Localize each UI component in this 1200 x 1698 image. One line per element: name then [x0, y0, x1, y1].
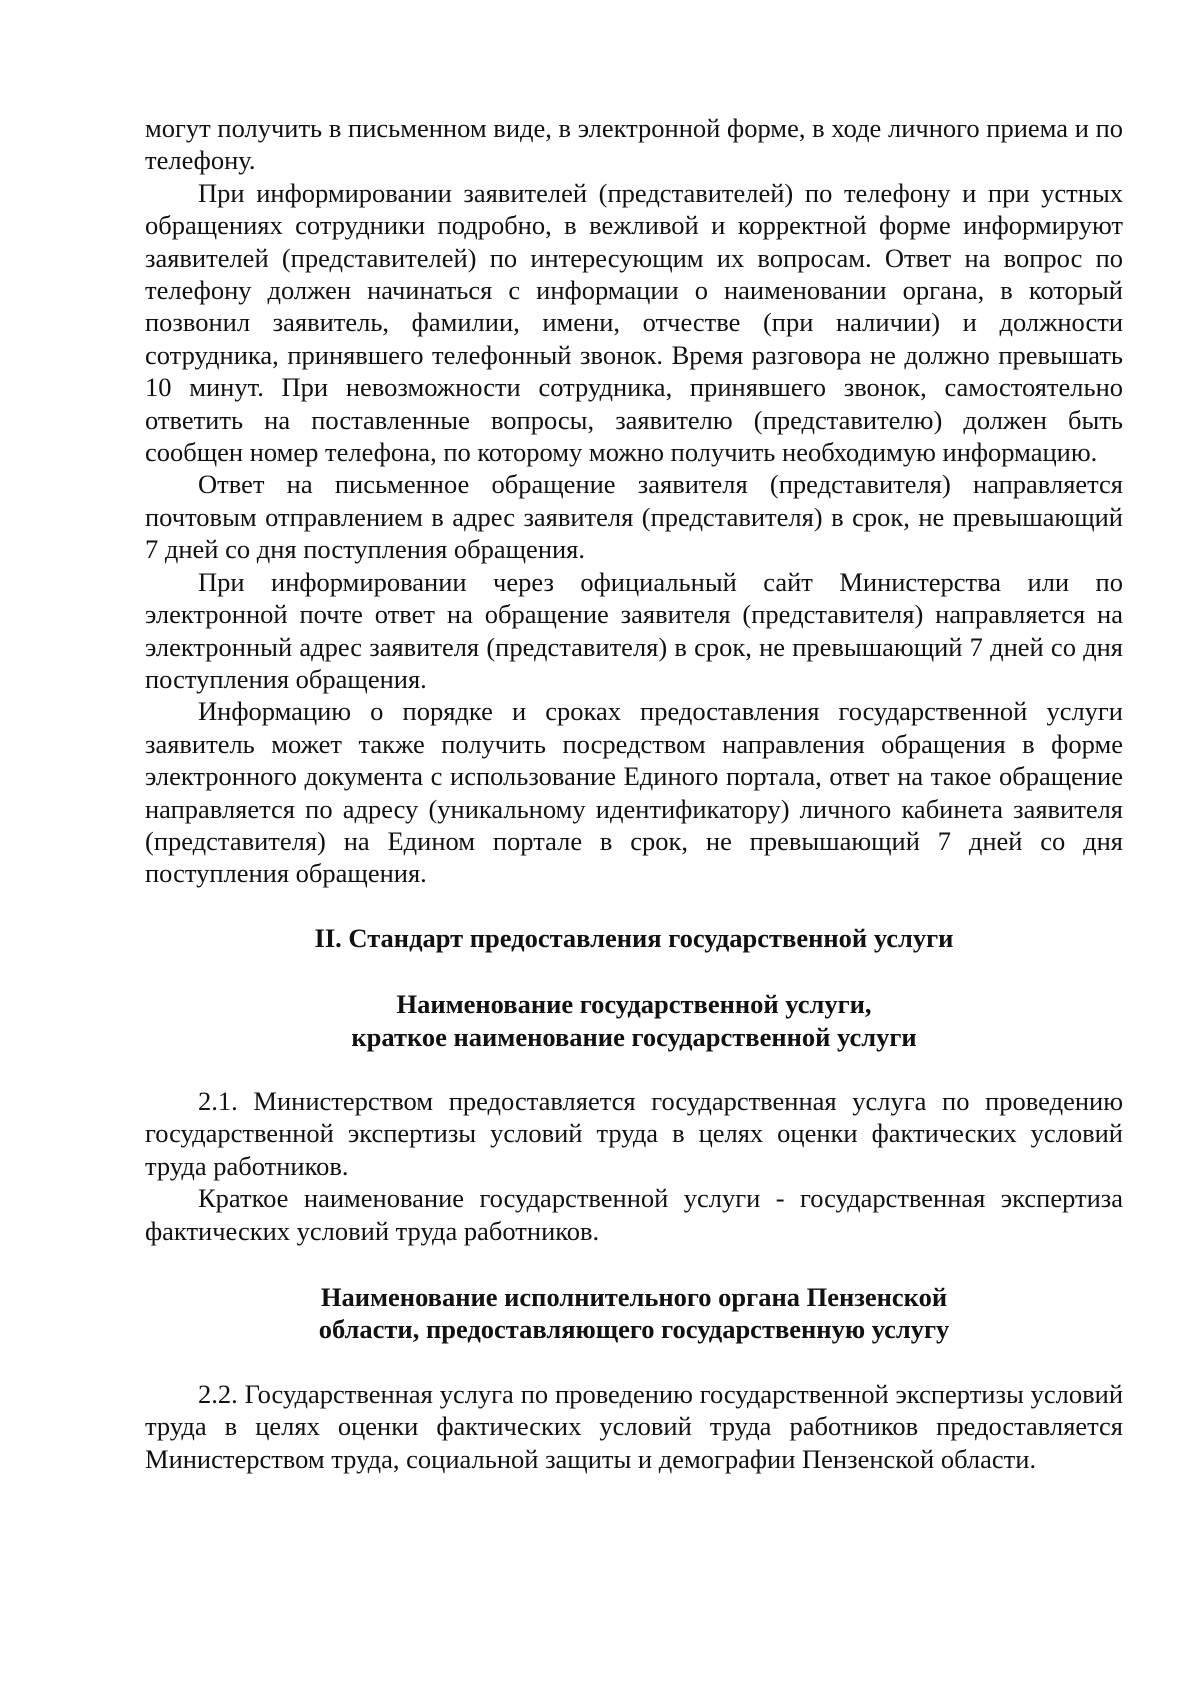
- subsection-title-line: области, предоставляющего государственную услугу: [318, 1314, 950, 1345]
- paragraph: 2.2. Государственная услуга по проведению государственной экспертизы условий труда в целях оценки фактических условий труда работников предоставляется Министерством труда, социальной защиты и демографии Пензенской области.: [145, 1378, 1123, 1474]
- paragraph: могут получить в письменном виде, в электронной форме, в ходе личного приема и по телефону.: [145, 113, 1123, 176]
- spacer: [145, 1247, 1123, 1281]
- section-title: II. Стандарт предоставления государственной услуги: [314, 922, 954, 953]
- paragraph: Краткое наименование государственной услуги - государственная экспертиза фактических условий труда работников.: [145, 1183, 1123, 1246]
- paragraph: Информацию о порядке и сроках предоставления государственной услуги заявитель может также получить посредством направления обращения в форме электронного документа с использование Единого портала, ответ на такое обращение направляется по адресу (уникальному идентификатору) личного кабинета заявителя (представителя) на Едином портале в срок, не превышающий 7 дней со дня поступления обращения.: [145, 696, 1123, 889]
- subsection-title: [145, 1281, 1123, 1346]
- spacer: [145, 1346, 1123, 1378]
- subsection-title-line: Наименование исполнительного органа Пензенской: [320, 1282, 948, 1312]
- document-page: [145, 112, 1123, 1475]
- paragraph: 2.1. Министерством предоставляется государственная услуга по проведению государственной экспертизы условий труда в целях оценки фактических условий труда работников.: [145, 1085, 1123, 1181]
- paragraph: При информировании заявителей (представителей) по телефону и при устных обращениях сотрудники подробно, в вежливой и корректной форме информируют заявителей (представителей) по интересующим их вопросам. Ответ на вопрос по телефону должен начинаться с информации о наименовании органа, в который позвонил заявитель, фамилии, имени, отчестве (при наличии) и должности сотрудника, принявшего телефонный звонок. Время разговора не должно превышать 10 минут. При невозможности сотрудника, принявшего звонок, самостоятельно ответить на поставленные вопросы, заявителю (представителю) должен быть сообщен номер телефона, по которому можно получить необходимую информацию.: [145, 177, 1123, 468]
- subsection-title-line: краткое наименование государственной услуги: [351, 1021, 917, 1052]
- subsection-title-line: Наименование государственной услуги,: [396, 989, 872, 1020]
- spacer: [145, 890, 1123, 922]
- spacer: [145, 954, 1123, 988]
- spacer: [145, 1053, 1123, 1085]
- subsection-title: [145, 988, 1123, 1053]
- paragraph: Ответ на письменное обращение заявителя (представителя) направляется почтовым отправлением в адрес заявителя (представителя) в срок, не превышающий 7 дней со дня поступления обращения.: [145, 469, 1123, 565]
- paragraph: При информировании через официальный сайт Министерства или по электронной почте ответ на обращение заявителя (представителя) направляется на электронный адрес заявителя (представителя) в срок, не превышающий 7 дней со дня поступления обращения.: [145, 566, 1123, 694]
